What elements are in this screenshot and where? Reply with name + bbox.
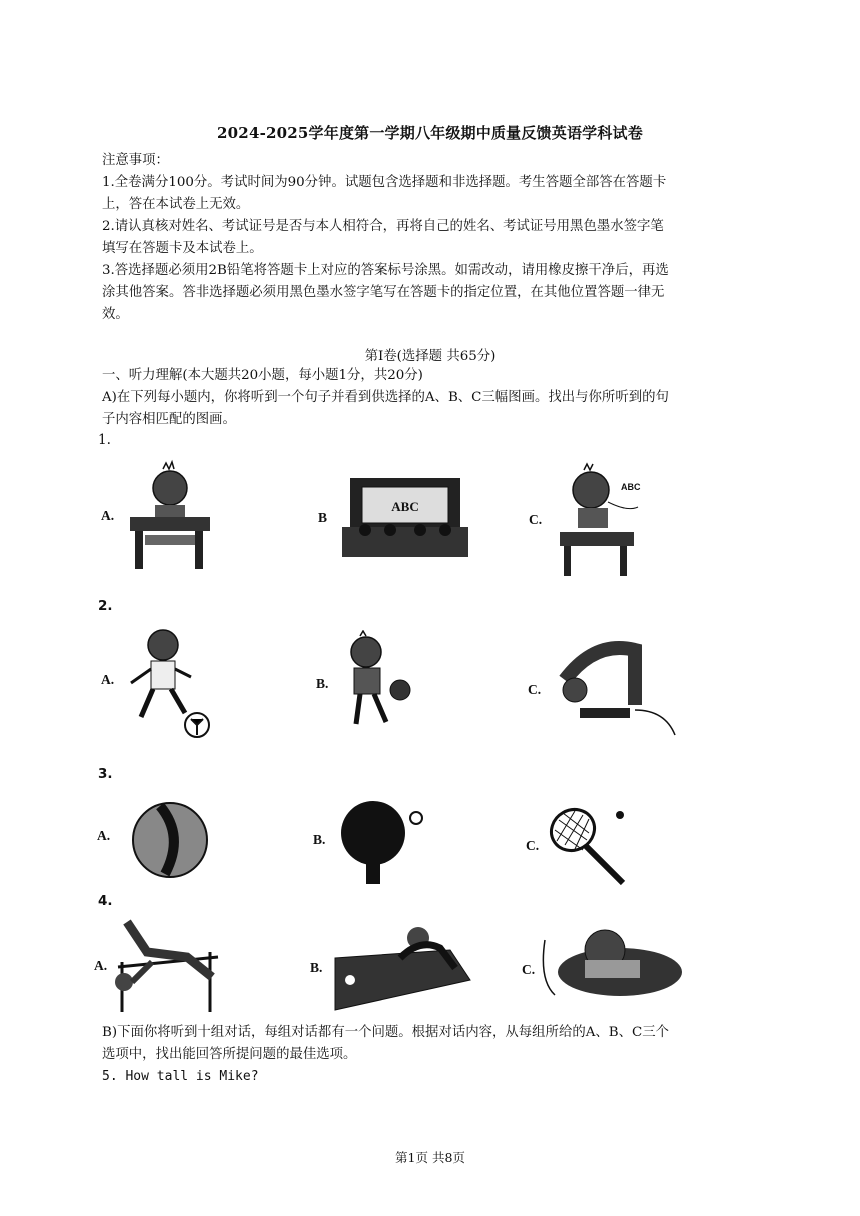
classroom-blackboard-image — [340, 475, 470, 560]
boy-at-desk-reading-image — [125, 455, 215, 575]
part1-heading: 第Ⅰ卷(选择题 共65分) — [364, 349, 496, 364]
notice-heading: 注意事项： — [102, 153, 169, 168]
notice-line: 1.全卷满分100分。考试时间为90分钟。试题包含选择题和非选择题。考生答题全部答在答题卡 — [102, 175, 667, 190]
option-label: C. — [526, 838, 540, 853]
notice-line: 3.答选择题必须用2B铅笔将答题卡上对应的答案标号涂黑。如需改动，请用橡皮擦干净后，再选 — [102, 263, 669, 278]
tennis-racket-image — [545, 805, 635, 890]
notice-line: 上，答在本试卷上无效。 — [102, 197, 250, 212]
section1-heading: 一、听力理解(本大题共20小题，每小题1分，共20分) — [102, 368, 423, 383]
high-jump-image — [112, 912, 227, 1017]
option-label: A. — [97, 828, 111, 843]
rowing-machine-image — [330, 918, 475, 1013]
swimmer-image — [540, 920, 685, 1000]
option-label: B — [318, 510, 328, 525]
option-label: B. — [316, 676, 329, 691]
boy-bouncing-basketball-image — [338, 630, 418, 735]
option-label: B. — [313, 832, 326, 847]
notice-line: 2.请认真核对姓名、考试证号是否与本人相符合，再将自己的姓名、考试证号用黑色墨水签字笔 — [102, 219, 664, 234]
partA-instruction: 子内容相匹配的图画。 — [102, 412, 236, 427]
partB-instruction: B)下面你将听到十组对话，每组对话都有一个问题。根据对话内容，从每组所给的A、B、C三个 — [102, 1025, 670, 1040]
boy-kicking-football-image — [125, 625, 220, 740]
notice-line: 涂其他答案。答非选择题必须用黑色墨水签字笔写在答题卡的指定位置，在其他位置答题一律无 — [102, 285, 665, 300]
question-number: 4. — [98, 893, 113, 909]
partA-instruction: A)在下列每小题内，你将听到一个句子并看到供选择的A、B、C三幅图画。找出与你所听到的句 — [102, 390, 669, 405]
notice-line: 填写在答题卡及本试卷上。 — [102, 241, 263, 256]
page-footer: 第1页 共8页 — [395, 1150, 465, 1165]
question-number: 3. — [98, 766, 113, 782]
student-thinking-image — [558, 460, 668, 578]
option-label: A. — [101, 508, 115, 523]
question-5: 5. How tall is Mike? — [102, 1069, 259, 1084]
ping-pong-paddle-image — [338, 798, 438, 888]
thought-text: ABC — [621, 482, 641, 492]
question-number: 1. — [98, 432, 111, 448]
board-text: ABC — [391, 499, 419, 514]
question-number: 2. — [98, 598, 113, 614]
option-label: A. — [101, 672, 115, 687]
option-label: C. — [528, 682, 542, 697]
option-label: C. — [522, 962, 536, 977]
baseball-ball-image — [130, 800, 210, 880]
option-label: B. — [310, 960, 323, 975]
person-doing-pushup-image — [555, 640, 680, 740]
option-label: A. — [94, 958, 108, 973]
notice-line: 效。 — [102, 307, 129, 322]
exam-title: 2024-2025学年度第一学期八年级期中质量反馈英语学科试卷 — [217, 124, 643, 142]
option-label: C. — [529, 512, 543, 527]
partB-instruction: 选项中，找出能回答所提问题的最佳选项。 — [102, 1047, 357, 1062]
